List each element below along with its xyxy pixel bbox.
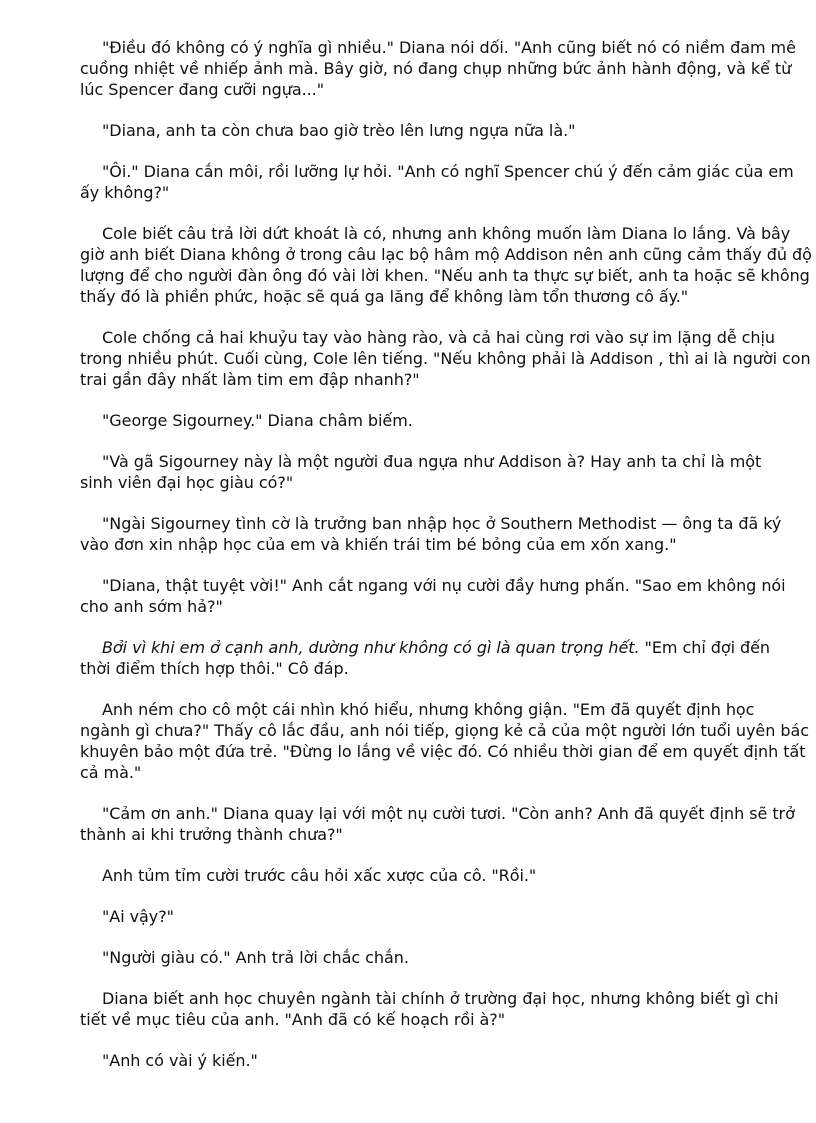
paragraph (80, 161, 794, 203)
line-text: lượng để cho người đàn ông đó vài lời khen. "Nếu anh ta thực sự biết, anh ta hoặc sẽ không (80, 266, 810, 285)
paragraph (80, 803, 795, 845)
line-text: giờ anh biết Diana không ở trong câu lạc bộ hâm mộ Addison nên anh cũng cảm thấy đủ độ (80, 245, 812, 264)
line-text: "Và gã Sigourney này là một người đua ngựa như Addison à? Hay anh ta chỉ là một (102, 452, 762, 471)
paragraph (80, 906, 786, 927)
text-line (80, 1050, 786, 1071)
text-line (80, 988, 786, 1009)
text-line (80, 575, 786, 596)
text-line (80, 410, 786, 431)
text-line (80, 327, 786, 348)
line-text: ngành gì chưa?" Thấy cô lắc đầu, anh nói tiếp, giọng kẻ cả của một người lớn tuổi uyên bác (80, 721, 809, 740)
paragraph (80, 947, 786, 968)
paragraph (80, 988, 786, 1030)
paragraph (80, 451, 786, 493)
text-line (80, 513, 786, 534)
line-text: Cole chống cả hai khuỷu tay vào hàng rào, và cả hai cùng rơi vào sự im lặng dễ chịu (102, 328, 775, 347)
paragraph (80, 513, 786, 555)
line-text: "Ngài Sigourney tình cờ là trưởng ban nhập học ở Southern Methodist — ông ta đã ký (102, 514, 782, 533)
text-line (80, 182, 786, 203)
line-text: Cole biết câu trả lời dứt khoát là có, nhưng anh không muốn làm Diana lo lắng. Và bây (102, 224, 791, 243)
text-line (80, 120, 786, 141)
text-line (80, 369, 786, 390)
line-text: Anh tủm tỉm cười trước câu hỏi xấc xược của cô. "Rồi." (102, 866, 537, 885)
text-line (80, 534, 786, 555)
text-line (80, 803, 795, 824)
line-text: trai gần đây nhất làm tim em đập nhanh?" (80, 370, 420, 389)
paragraph (80, 865, 786, 886)
paragraph (80, 575, 786, 617)
line-text: sinh viên đại học giàu có?" (80, 473, 294, 492)
line-text: Diana biết anh học chuyên ngành tài chính ở trường đại học, nhưng không biết gì chi (102, 989, 779, 1008)
line-text: "Ôi." Diana cắn môi, rồi lưỡng lự hỏi. "Anh có nghĩ Spencer chú ý đến cảm giác của em (102, 162, 794, 181)
text-line (80, 699, 786, 720)
text-line (80, 906, 786, 927)
text-line (80, 762, 786, 783)
text-line (80, 472, 786, 493)
line-text: cho anh sớm hả?" (80, 597, 223, 616)
line-text: "Ai vậy?" (102, 907, 174, 926)
line-text: thấy đó là phiền phức, hoặc sẽ quá ga lăng để không làm tổn thương cô ấy." (80, 287, 689, 306)
line-text: "Diana, anh ta còn chưa bao giờ trèo lên lưng ngựa nữa là." (102, 121, 576, 140)
line-text: "George Sigourney." Diana châm biếm. (102, 411, 413, 430)
text-line (80, 865, 786, 886)
line-text: thời điểm thích hợp thôi." Cô đáp. (80, 659, 349, 678)
italic-thought: Bởi vì khi em ở cạnh anh, dường như không có gì là quan trọng hết. (102, 638, 640, 657)
text-line (80, 1009, 786, 1030)
line-text: khuyên bảo một đứa trẻ. "Đừng lo lắng về việc đó. Có nhiều thời gian để em quyết định tất (80, 742, 806, 761)
line-text: trong nhiều phút. Cuối cùng, Cole lên tiếng. "Nếu không phải là Addison , thì ai là người con (80, 349, 811, 368)
text-line (80, 596, 786, 617)
line-text: "Anh có vài ý kiến." (102, 1051, 258, 1070)
paragraph (80, 327, 811, 390)
line-text: ấy không?" (80, 183, 170, 202)
text-line (80, 58, 792, 79)
text-line (80, 824, 786, 845)
text-line (80, 265, 810, 286)
document-body (80, 37, 812, 1091)
line-text: "Em chỉ đợi đến (639, 638, 771, 657)
line-text: "Cảm ơn anh." Diana quay lại với một nụ cười tươi. "Còn anh? Anh đã quyết định sẽ trở (102, 804, 795, 823)
line-text: Anh ném cho cô một cái nhìn khó hiểu, nhưng không giận. "Em đã quyết định học (102, 700, 755, 719)
text-line (80, 947, 786, 968)
text-line (80, 720, 809, 741)
paragraph (80, 1050, 786, 1071)
line-text: vào đơn xin nhập học của em và khiến trái tim bé bỏng của em xốn xang." (80, 535, 677, 554)
line-text: thành ai khi trưởng thành chưa?" (80, 825, 343, 844)
text-line (80, 37, 796, 58)
text-line (80, 741, 806, 762)
line-text: lúc Spencer đang cưỡi ngựa..." (80, 80, 325, 99)
line-text: cuồng nhiệt về nhiếp ảnh mà. Bây giờ, nó đang chụp những bức ảnh hành động, và kể từ (80, 59, 792, 78)
paragraph (80, 637, 786, 679)
paragraph (80, 37, 796, 100)
paragraph (80, 699, 809, 783)
text-line (80, 244, 812, 265)
line-text: cả mà." (80, 763, 142, 782)
paragraph (80, 410, 786, 431)
line-text: tiết về mục tiêu của anh. "Anh đã có kế hoạch rồi à?" (80, 1010, 506, 1029)
paragraph (80, 223, 812, 307)
text-line (80, 286, 786, 307)
text-line (80, 223, 791, 244)
text-line (80, 658, 786, 679)
text-line (80, 348, 811, 369)
line-text: "Người giàu có." Anh trả lời chắc chắn. (102, 948, 409, 967)
text-line (80, 451, 786, 472)
paragraph (80, 120, 786, 141)
text-line (80, 161, 794, 182)
text-line (80, 79, 786, 100)
line-text: "Điều đó không có ý nghĩa gì nhiều." Diana nói dối. "Anh cũng biết nó có niềm đam mê (102, 38, 796, 57)
text-line (80, 637, 786, 658)
line-text: "Diana, thật tuyệt vời!" Anh cắt ngang với nụ cười đầy hưng phấn. "Sao em không nói (102, 576, 786, 595)
